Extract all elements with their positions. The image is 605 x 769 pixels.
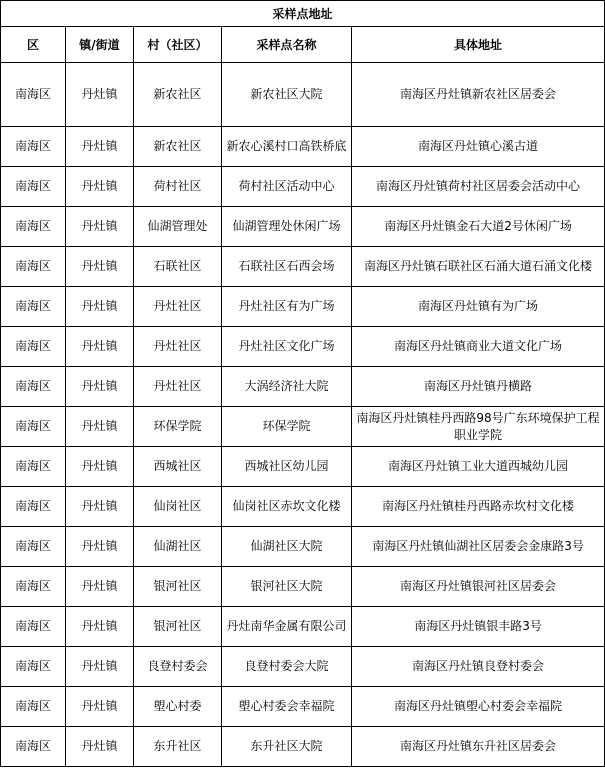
table-row: [1, 63, 605, 127]
cell-district: 南海区: [1, 607, 66, 647]
cell-site-name: 丹灶南华金属有限公司: [222, 607, 352, 647]
cell-village: 环保学院: [134, 407, 222, 447]
cell-town: 丹灶镇: [66, 63, 134, 127]
table-row: [1, 527, 605, 567]
cell-village: 丹灶社区: [134, 367, 222, 407]
cell-town: 丹灶镇: [66, 407, 134, 447]
table-title-row: [1, 1, 605, 27]
cell-address: 南海区丹灶镇石联社区石涌大道石涌文化楼: [352, 247, 605, 287]
cell-address: 南海区丹灶镇金石大道2号休闲广场: [352, 207, 605, 247]
cell-village: 银河社区: [134, 607, 222, 647]
table-row: [1, 447, 605, 487]
cell-district: 南海区: [1, 527, 66, 567]
cell-town: 丹灶镇: [66, 167, 134, 207]
cell-address: 南海区丹灶镇丹横路: [352, 367, 605, 407]
cell-site-name: 新农心溪村口高铁桥底: [222, 127, 352, 167]
cell-village: 仙湖社区: [134, 527, 222, 567]
cell-address: 南海区丹灶镇良登村委会: [352, 647, 605, 687]
cell-site-name: 仙湖管理处休闲广场: [222, 207, 352, 247]
cell-village: 良登村委会: [134, 647, 222, 687]
table-row: [1, 287, 605, 327]
cell-district: 南海区: [1, 407, 66, 447]
cell-district: 南海区: [1, 687, 66, 727]
table-row: [1, 567, 605, 607]
cell-site-name: 石联社区石西会场: [222, 247, 352, 287]
cell-district: 南海区: [1, 167, 66, 207]
cell-site-name: 东升社区大院: [222, 727, 352, 767]
cell-address: 南海区丹灶镇心溪古道: [352, 127, 605, 167]
cell-village: 丹灶社区: [134, 287, 222, 327]
cell-town: 丹灶镇: [66, 447, 134, 487]
cell-site-name: 大涡经济社大院: [222, 367, 352, 407]
cell-address: 南海区丹灶镇银河社区居委会: [352, 567, 605, 607]
cell-village: 塱心村委: [134, 687, 222, 727]
cell-district: 南海区: [1, 647, 66, 687]
cell-address: 南海区丹灶镇商业大道文化广场: [352, 327, 605, 367]
cell-site-name: 西城社区幼儿园: [222, 447, 352, 487]
cell-address: 南海区丹灶镇荷村社区居委会活动中心: [352, 167, 605, 207]
cell-district: 南海区: [1, 567, 66, 607]
header-district: 区: [1, 27, 66, 63]
cell-village: 丹灶社区: [134, 327, 222, 367]
cell-village: 东升社区: [134, 727, 222, 767]
cell-site-name: 荷村社区活动中心: [222, 167, 352, 207]
cell-district: 南海区: [1, 727, 66, 767]
cell-town: 丹灶镇: [66, 487, 134, 527]
cell-site-name: 丹灶社区有为广场: [222, 287, 352, 327]
cell-town: 丹灶镇: [66, 567, 134, 607]
cell-district: 南海区: [1, 447, 66, 487]
cell-village: 银河社区: [134, 567, 222, 607]
cell-site-name: 新农社区大院: [222, 63, 352, 127]
cell-town: 丹灶镇: [66, 207, 134, 247]
cell-site-name: 丹灶社区文化广场: [222, 327, 352, 367]
table-row: [1, 207, 605, 247]
cell-town: 丹灶镇: [66, 367, 134, 407]
header-town: 镇/街道: [66, 27, 134, 63]
table-row: [1, 407, 605, 447]
table-row: [1, 487, 605, 527]
cell-address: 南海区丹灶镇工业大道西城幼儿园: [352, 447, 605, 487]
cell-address: 南海区丹灶镇东升社区居委会: [352, 727, 605, 767]
cell-address: 南海区丹灶镇仙湖社区居委会金康路3号: [352, 527, 605, 567]
cell-village: 石联社区: [134, 247, 222, 287]
header-village: 村（社区）: [134, 27, 222, 63]
cell-town: 丹灶镇: [66, 287, 134, 327]
table-row: [1, 727, 605, 767]
cell-address: 南海区丹灶镇银丰路3号: [352, 607, 605, 647]
table-row: [1, 607, 605, 647]
cell-town: 丹灶镇: [66, 607, 134, 647]
cell-village: 新农社区: [134, 127, 222, 167]
cell-town: 丹灶镇: [66, 527, 134, 567]
table-title: 采样点地址: [1, 1, 605, 27]
cell-district: 南海区: [1, 247, 66, 287]
cell-town: 丹灶镇: [66, 127, 134, 167]
cell-village: 荷村社区: [134, 167, 222, 207]
header-address: 具体地址: [352, 27, 605, 63]
cell-site-name: 仙岗社区赤坎文化楼: [222, 487, 352, 527]
table-row: [1, 687, 605, 727]
cell-site-name: 塱心村委会幸福院: [222, 687, 352, 727]
header-site-name: 采样点名称: [222, 27, 352, 63]
cell-village: 仙湖管理处: [134, 207, 222, 247]
table-row: [1, 247, 605, 287]
cell-address: 南海区丹灶镇桂丹西路98号广东环境保护工程职业学院: [352, 407, 605, 447]
cell-town: 丹灶镇: [66, 727, 134, 767]
cell-site-name: 良登村委会大院: [222, 647, 352, 687]
cell-town: 丹灶镇: [66, 647, 134, 687]
cell-village: 新农社区: [134, 63, 222, 127]
cell-town: 丹灶镇: [66, 247, 134, 287]
cell-address: 南海区丹灶镇桂丹西路赤坎村文化楼: [352, 487, 605, 527]
table-row: [1, 127, 605, 167]
cell-district: 南海区: [1, 287, 66, 327]
cell-district: 南海区: [1, 63, 66, 127]
cell-address: 南海区丹灶镇新农社区居委会: [352, 63, 605, 127]
cell-village: 西城社区: [134, 447, 222, 487]
table-row: [1, 647, 605, 687]
cell-address: 南海区丹灶镇有为广场: [352, 287, 605, 327]
cell-district: 南海区: [1, 127, 66, 167]
table-row: [1, 167, 605, 207]
cell-district: 南海区: [1, 367, 66, 407]
cell-town: 丹灶镇: [66, 687, 134, 727]
cell-site-name: 银河社区大院: [222, 567, 352, 607]
cell-site-name: 仙湖社区大院: [222, 527, 352, 567]
table-row: [1, 367, 605, 407]
cell-address: 南海区丹灶镇塱心村委会幸福院: [352, 687, 605, 727]
cell-district: 南海区: [1, 207, 66, 247]
cell-village: 仙岗社区: [134, 487, 222, 527]
table-row: [1, 327, 605, 367]
cell-site-name: 环保学院: [222, 407, 352, 447]
table-header-row: [1, 27, 605, 63]
cell-district: 南海区: [1, 327, 66, 367]
cell-town: 丹灶镇: [66, 327, 134, 367]
cell-district: 南海区: [1, 487, 66, 527]
